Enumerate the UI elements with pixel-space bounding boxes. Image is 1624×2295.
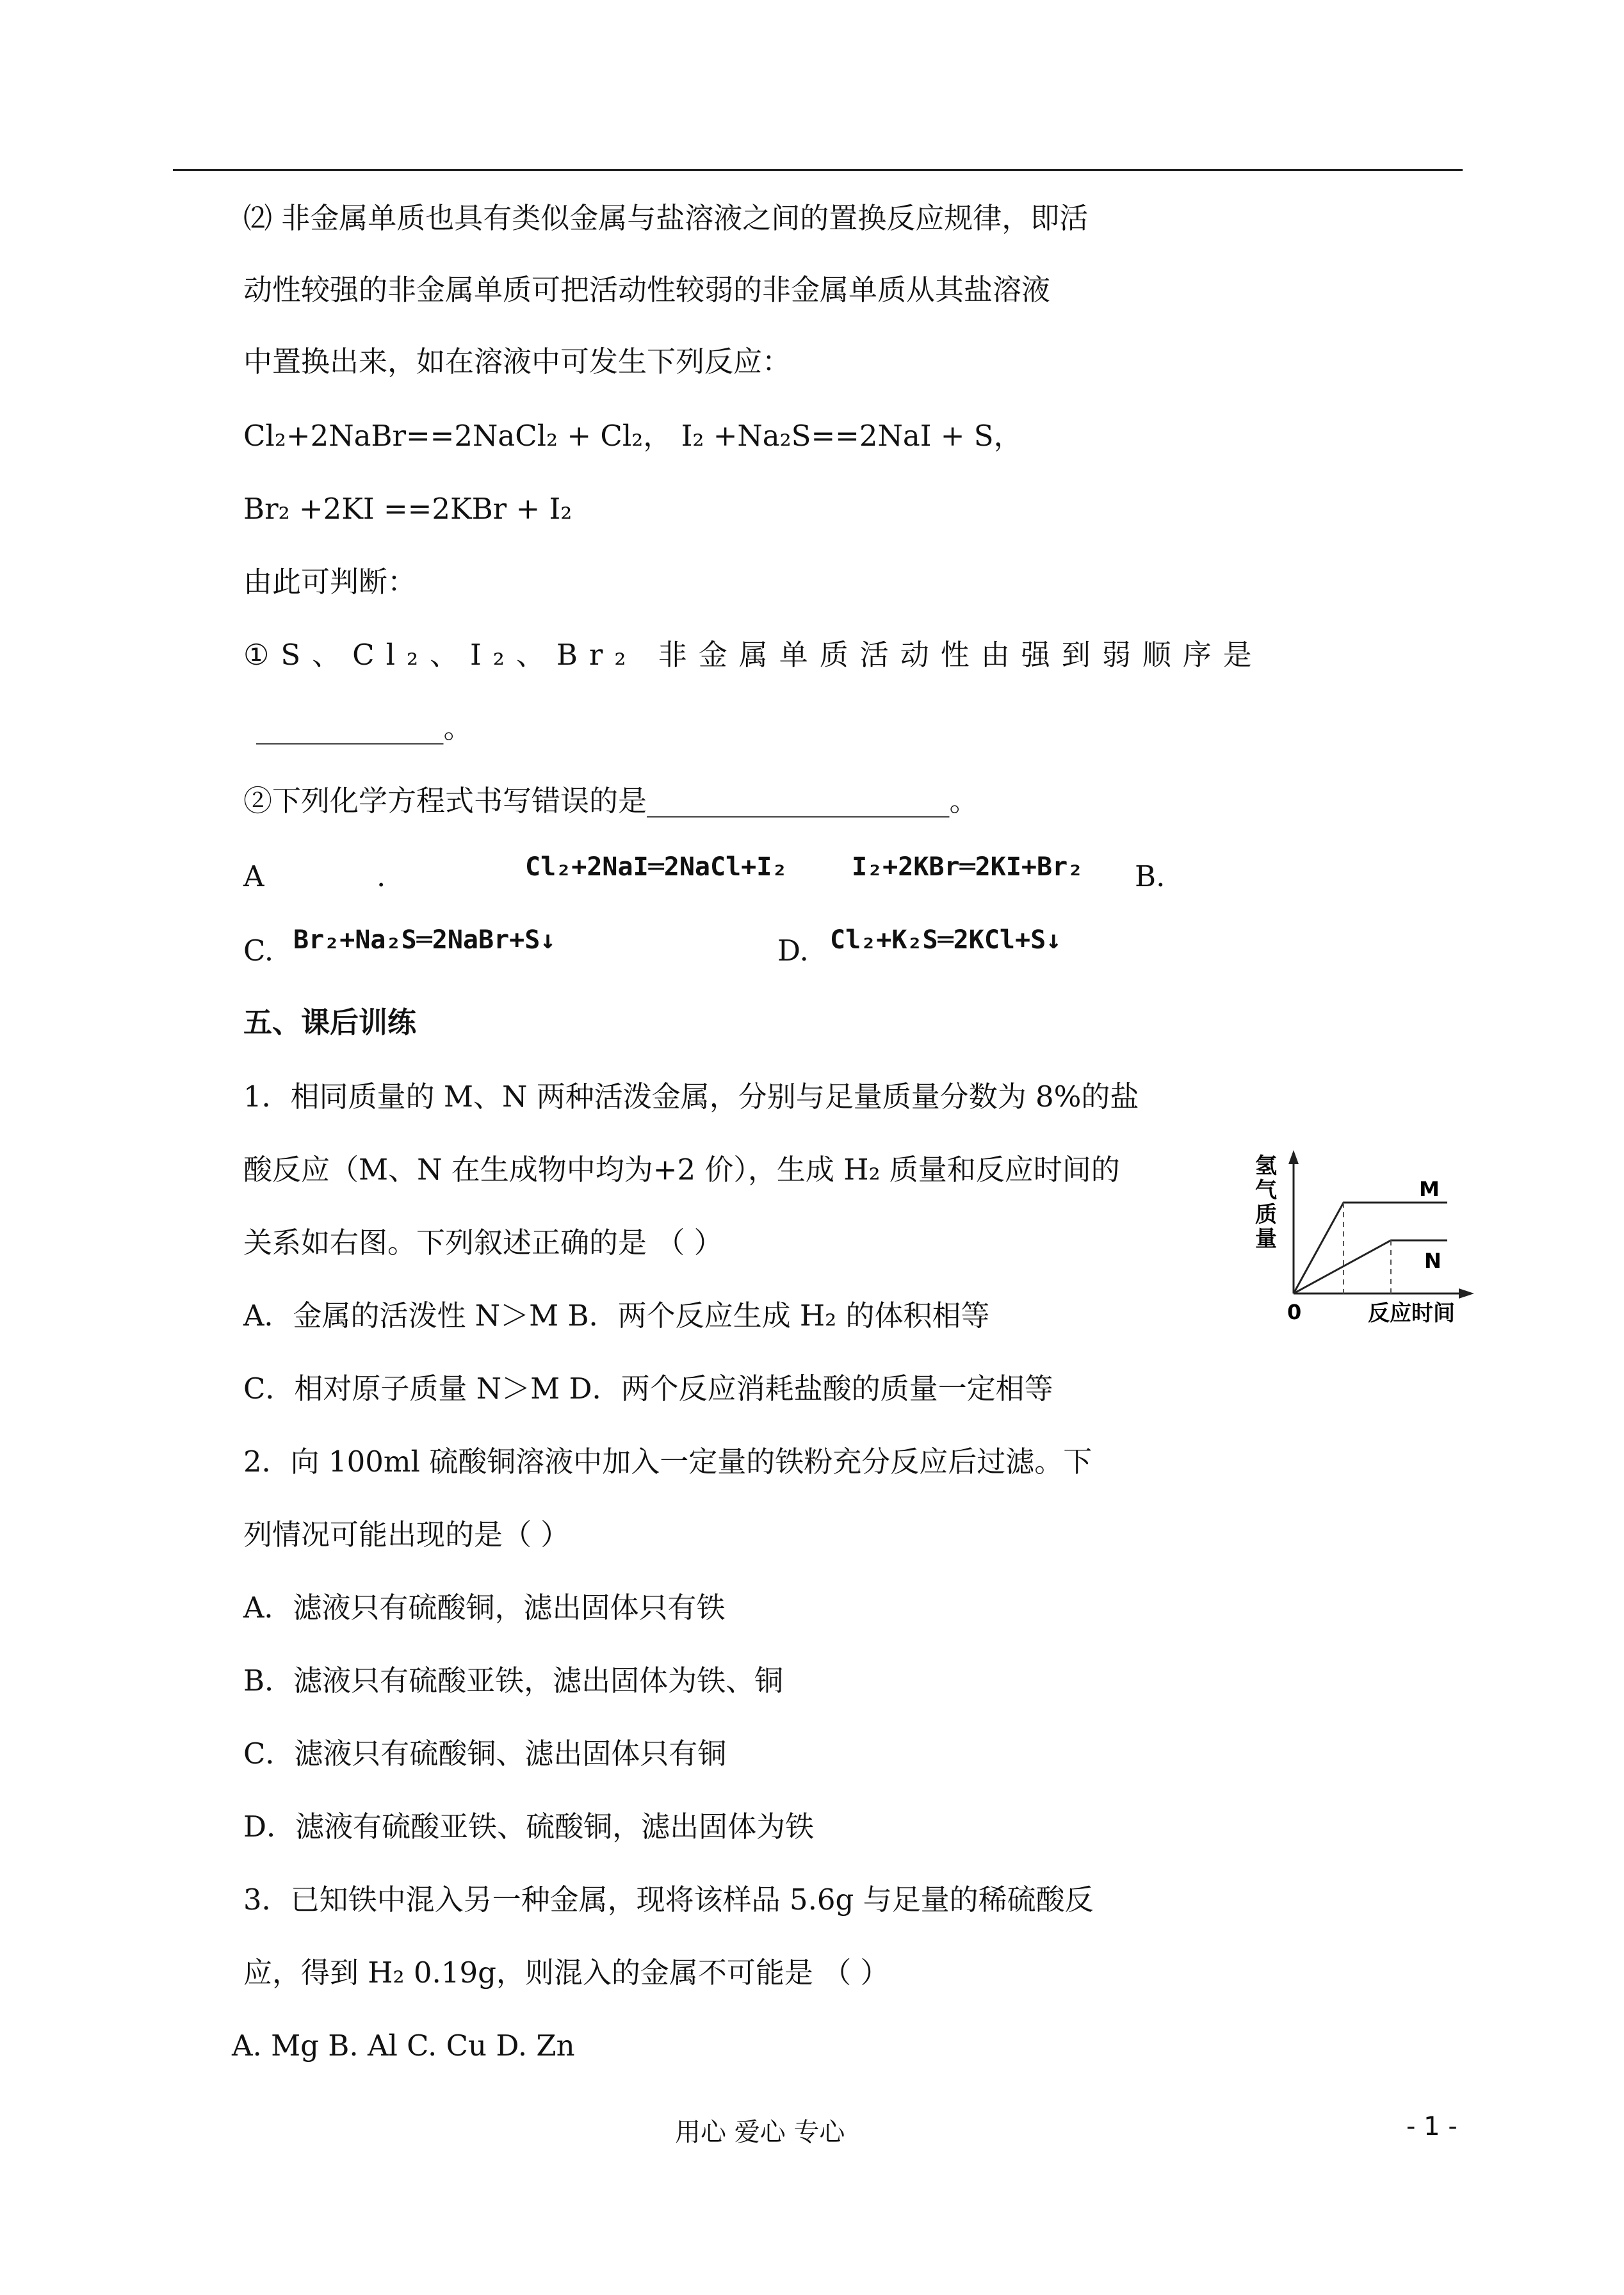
q-2-option-b: B．滤液只有硫酸亚铁，滤出固体为铁、铜 [243, 1664, 784, 1698]
q-2-line-1: 2．向 100ml 硫酸铜溶液中加入一定量的铁粉充分反应后过滤。下 [243, 1445, 1092, 1479]
q-2-line-2: 列情况可能出现的是（ ） [243, 1518, 570, 1552]
paragraph-line-1: ⑵ 非金属单质也具有类似金属与盐溶液之间的置换反应规律，即活 [243, 201, 1089, 235]
equation-line-1: Cl₂+2NaBr==2NaCl₂ + Cl₂， I₂ +Na₂S==2NaI + S， [243, 419, 1023, 453]
q-1-line-3: 关系如右图。下列叙述正确的是 （ ） [243, 1226, 723, 1260]
graph-ylabel-1: 氢 [1255, 1153, 1277, 1179]
q-1-line-1: 1．相同质量的 M、N 两种活泼金属，分别与足量质量分数为 8%的盐 [243, 1080, 1139, 1114]
graph-x-arrow [1459, 1288, 1474, 1299]
graph-y-arrow [1288, 1150, 1299, 1164]
graph-origin: 0 [1287, 1300, 1302, 1324]
question-1: ①S、Cl₂、I₂、Br₂ 非金属单质活动性由强到弱顺序是 [243, 638, 1263, 672]
curve-n-label: N [1424, 1249, 1441, 1273]
question-2: ②下列化学方程式书写错误的是_____________________。 [243, 784, 978, 818]
paragraph-line-3: 中置换出来，如在溶液中可发生下列反应： [243, 345, 792, 378]
option-c-letter: C. [243, 934, 274, 968]
q-3-options: A. Mg B. Al C. Cu D. Zn [232, 2029, 575, 2063]
q-3-line-2: 应，得到 H₂ 0.19g，则混入的金属不可能是 （ ） [243, 1956, 889, 1990]
q-2-option-c: C．滤液只有硫酸铜、滤出固体只有铜 [243, 1737, 727, 1771]
option-c-equation: Br₂+Na₂S═2NaBr+S↓ [293, 925, 556, 955]
q-3-line-1: 3．已知铁中混入另一种金属，现将该样品 5.6g 与足量的稀硫酸反 [243, 1883, 1094, 1917]
graph-xlabel: 反应时间 [1368, 1301, 1455, 1326]
q-1-options-ab: A．金属的活泼性 N＞M B．两个反应生成 H₂ 的体积相等 [243, 1299, 990, 1333]
q-1-line-2: 酸反应（M、N 在生成物中均为+2 价），生成 H₂ 质量和反应时间的 [243, 1153, 1120, 1187]
q-2-option-a: A．滤液只有硫酸铜，滤出固体只有铁 [243, 1591, 726, 1625]
q-1-options-cd: C．相对原子质量 N＞M D．两个反应消耗盐酸的质量一定相等 [243, 1372, 1053, 1406]
section-heading: 五、课后训练 [243, 1005, 417, 1039]
graph-ylabel-3: 质 [1255, 1202, 1277, 1228]
graph-ylabel-2: 气 [1255, 1178, 1277, 1203]
curve-m-label: M [1419, 1177, 1440, 1201]
graph-ylabel-4: 量 [1255, 1226, 1277, 1252]
option-a-dot: . [377, 859, 386, 893]
option-b-letter: B. [1135, 859, 1165, 893]
header-rule [173, 169, 1463, 171]
question-1-blank: _____________。 [256, 711, 473, 745]
page-number: - 1 - [1406, 2112, 1458, 2141]
option-a-equation: Cl₂+2NaI═2NaCl+I₂ [525, 852, 788, 882]
option-b-equation: I₂+2KBr═2KI+Br₂ [852, 852, 1084, 882]
judge-line: 由此可判断： [243, 565, 417, 599]
paragraph-line-2: 动性较强的非金属单质可把活动性较弱的非金属单质从其盐溶液 [243, 273, 1051, 307]
option-d-letter: D. [777, 934, 809, 968]
option-d-equation: Cl₂+K₂S═2KCl+S↓ [830, 925, 1062, 955]
equation-line-2: Br₂ +2KI ==2KBr + I₂ [243, 492, 572, 526]
hydrogen-mass-graph [1242, 1146, 1486, 1326]
option-a-letter: A [243, 859, 264, 893]
q-2-option-d: D．滤液有硫酸亚铁、硫酸铜，滤出固体为铁 [243, 1810, 815, 1844]
footer-motto: 用心 爱心 专心 [675, 2118, 845, 2147]
